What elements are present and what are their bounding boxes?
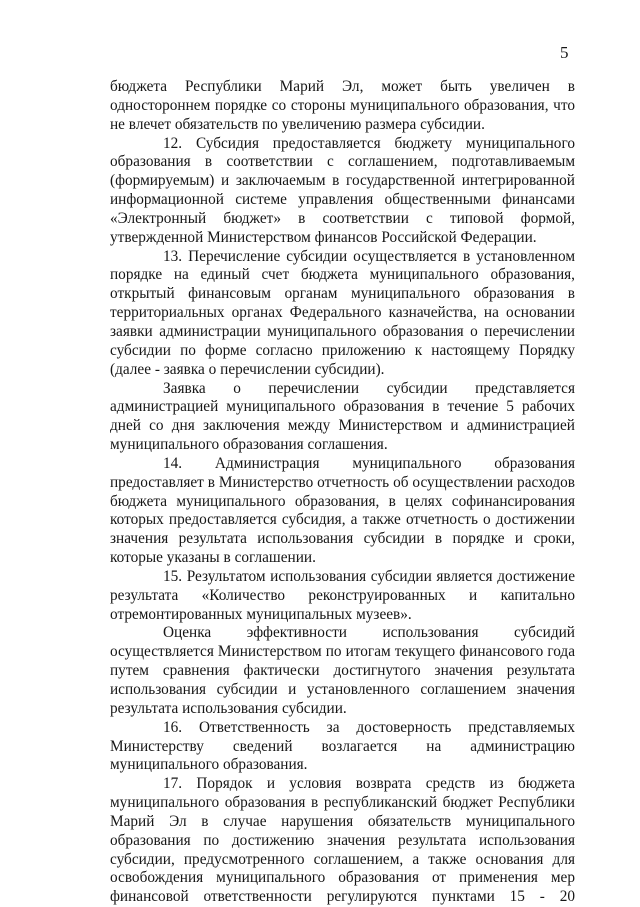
paragraph-13-request: Заявка о перечислении субсидии представляется администрацией муниципального образования в течение 5 рабочих дней со дня заключения между Министерством и администрацией муниципального образования соглашения. <box>110 379 575 454</box>
document-body <box>110 78 575 907</box>
paragraph-15: 15. Результатом использования субсидии является достижение результата «Количество реконструированных и капитально отремонтированных муниципальных музеев». <box>110 567 575 623</box>
paragraph-14: 14. Администрация муниципального образования предоставляет в Министерство отчетность об осуществлении расходов бюджета муниципального образования, в целях софинансирования которых предоставляется субсидия, а также отчетность о достижении значения результата использования субсидии в порядке и сроки, которые указаны в соглашении. <box>110 454 575 567</box>
paragraph-12: 12. Субсидия предоставляется бюджету муниципального образования в соответствии с соглашением, подготавливаемым (формируемым) и заключаемым в государственной интегрированной информационной системе управления общественными финансами «Электронный бюджет» в соответствии с типовой формой, утвержденной Министерством финансов Российской Федерации. <box>110 134 575 246</box>
paragraph-continuation: бюджета Республики Марий Эл, может быть увеличен в одностороннем порядке со стороны муниципального образования, что не влечет обязательств по увеличению размера субсидии. <box>110 78 575 133</box>
paragraph-17: 17. Порядок и условия возврата средств из бюджета муниципального образования в республиканский бюджет Республики Марий Эл в случае нарушения обязательств муниципального образования по достижению значения результата использования субсидии, предусмотренного соглашением, а также основания для освобождения муниципального образования от применения мер финансовой ответственности регулируются пунктами 15 - 20 <box>110 775 575 906</box>
paragraph-15-evaluation: Оценка эффективности использования субсидий осуществляется Министерством по итогам текущего финансового года путем сравнения фактически достигнутого значения результата использования субсидии и установленного соглашением значения результата использования субсидии. <box>110 624 575 717</box>
page-number: 5 <box>560 43 569 62</box>
paragraph-16: 16. Ответственность за достоверность представляемых Министерству сведений возлагается на администрацию муниципального образования. <box>110 718 575 774</box>
paragraph-13: 13. Перечисление субсидии осуществляется в установленном порядке на единый счет бюджета муниципального образования, открытый финансовым органам муниципального образования в территориальных органах Федерального казначейства, на основании заявки администрации муниципального образования о перечислении субсидии по форме согласно приложению к настоящему Порядку (далее - заявка о перечислении субсидии). <box>110 247 575 378</box>
